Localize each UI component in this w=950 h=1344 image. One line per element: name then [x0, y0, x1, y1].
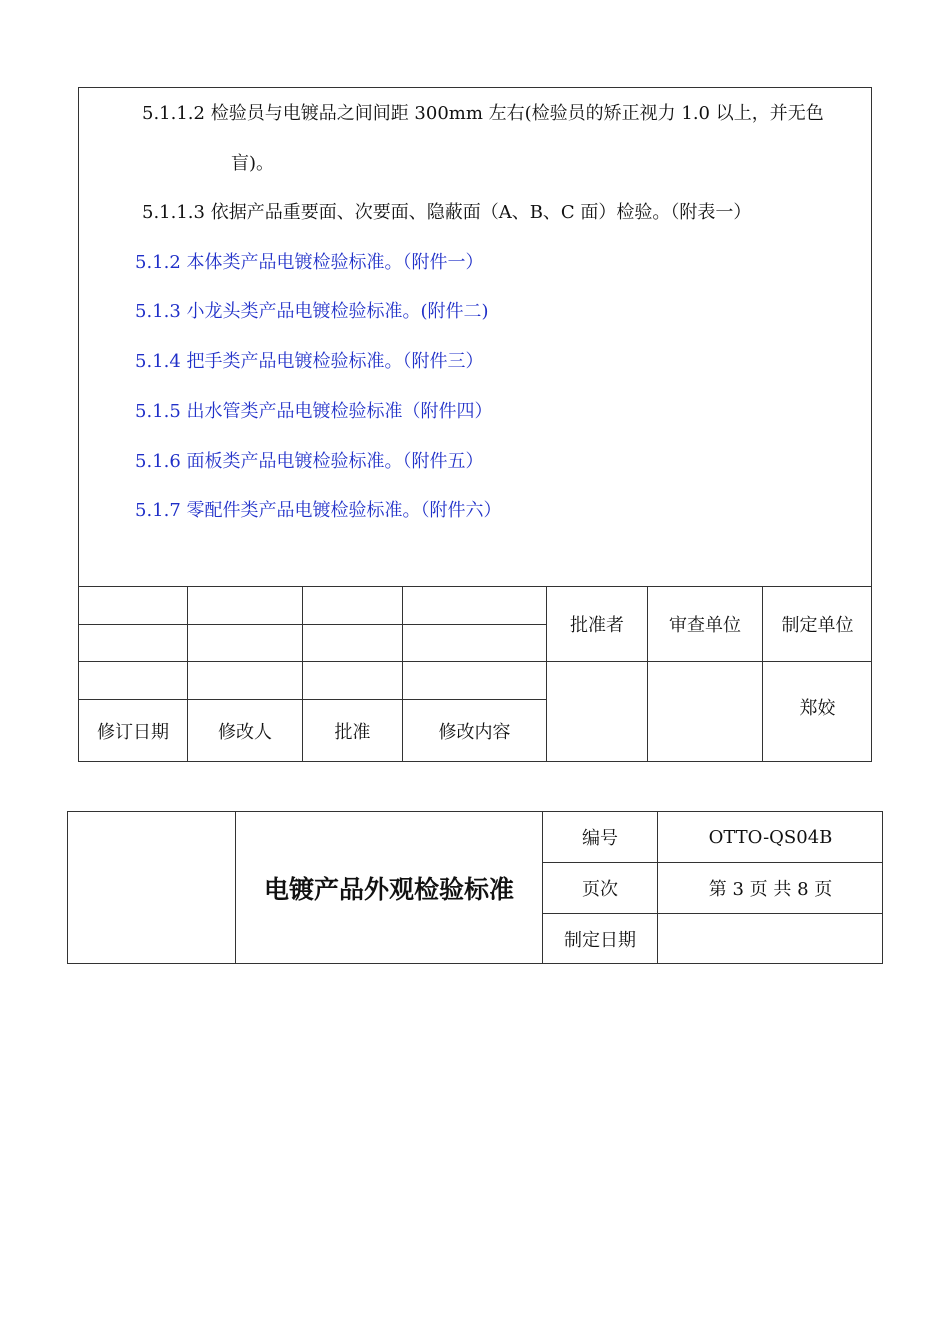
clause-5-1-1-3: 5.1.1.3 依据产品重要面、次要面、隐蔽面（A、B、C 面）检验。（附表一）: [142, 202, 752, 223]
clause-5-1-7: 5.1.7 零配件类产品电镀检验标准。（附件六）: [135, 500, 502, 521]
clause-5-1-5: 5.1.5 出水管类产品电镀检验标准（附件四）: [135, 401, 493, 422]
doc-number-label: 编号: [582, 828, 618, 849]
clause-5-1-6: 5.1.6 面板类产品电镀检验标准。（附件五）: [135, 451, 484, 472]
clause-5-1-3: 5.1.3 小龙头类产品电镀检验标准。(附件二): [135, 301, 489, 322]
doc-number-value: OTTO-QS04B: [708, 826, 833, 848]
clause-5-1-2: 5.1.2 本体类产品电镀检验标准。（附件一）: [135, 252, 484, 273]
document-title: 电镀产品外观检验标准: [263, 874, 514, 904]
clause-5-1-1-2-cont: 盲)。: [231, 153, 275, 174]
header-revision-date: 修订日期: [97, 721, 169, 743]
made-date-label: 制定日期: [564, 930, 636, 951]
made-date-value: [658, 914, 883, 964]
header-change-content: 修改内容: [438, 721, 511, 743]
clause-5-1-4: 5.1.4 把手类产品电镀检验标准。（附件三）: [135, 351, 484, 372]
logo-area: [68, 812, 235, 963]
page-value: 第 3 页 共 8 页: [708, 879, 833, 900]
making-unit-value: 郑姣: [799, 698, 836, 719]
page-label: 页次: [582, 879, 618, 900]
making-unit-label: 制定单位: [781, 615, 854, 636]
header-approve: 批准: [334, 721, 371, 743]
header-modifier: 修改人: [218, 721, 272, 743]
approver-label: 批准者: [570, 615, 624, 636]
clause-5-1-1-2: 5.1.1.2 检验员与电镀品之间间距 300mm 左右(检验员的矫正视力 1.0 以上，并无色: [142, 103, 824, 124]
review-unit-label: 审查单位: [669, 615, 741, 636]
